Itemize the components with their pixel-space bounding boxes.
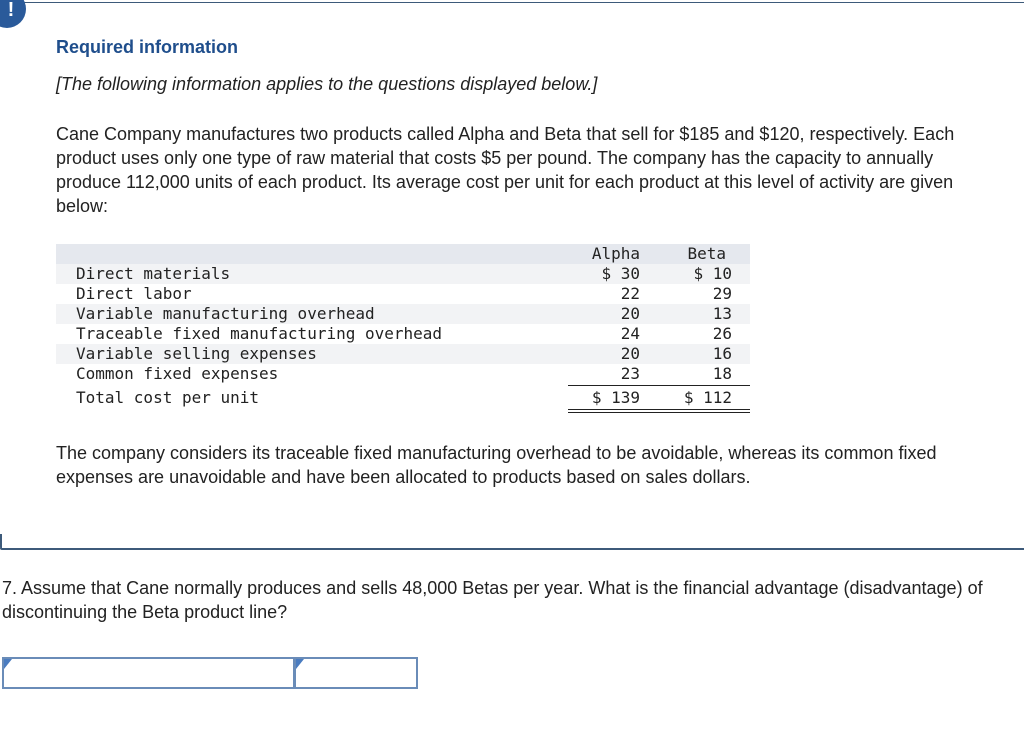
row-beta-value: 13: [712, 304, 732, 323]
subtotal-rule: [568, 385, 750, 386]
row-alpha-value: 23: [620, 364, 640, 383]
table-row: [56, 364, 750, 384]
row-beta-value: 18: [712, 364, 732, 383]
table-row: [56, 324, 750, 344]
answer-label-input[interactable]: [4, 659, 293, 687]
row-alpha-value: $ 30: [601, 264, 640, 283]
row-beta-value: 26: [712, 324, 732, 343]
total-row: [56, 384, 750, 410]
table-row: [56, 344, 750, 364]
row-label: Variable manufacturing overhead: [76, 304, 375, 323]
row-alpha-value: 22: [620, 284, 640, 303]
total-double-rule: [568, 409, 750, 413]
answer-amount-cell: [296, 659, 416, 687]
row-beta-value: 16: [712, 344, 732, 363]
answer-label-cell: [4, 659, 296, 687]
avoidable-costs-note: The company considers its traceable fixed manufacturing overhead to be avoidable, whereas its common fixed expenses are unavoidable and have been allocated to products based on sales dollars.: [56, 443, 937, 487]
row-label: Direct materials: [76, 264, 231, 283]
answer-row: [2, 657, 418, 689]
intro-paragraph: Cane Company manufactures two products called Alpha and Beta that sell for $185 and $120, respectively. Each product uses only one type of raw material that costs $5 per pound. The company has the capacity to annually produce 112,000 units of each product. Its average cost per unit for each product at this level of activity are given below:: [56, 124, 955, 216]
alert-icon: !: [0, 0, 26, 28]
row-alpha-value: 24: [620, 324, 640, 343]
applies-note: [The following information applies to the questions displayed below.]: [56, 74, 598, 94]
total-beta-value: $ 112: [683, 388, 732, 407]
cost-table: [56, 244, 750, 410]
total-label: Total cost per unit: [76, 388, 260, 407]
row-label: Common fixed expenses: [76, 364, 279, 383]
row-beta-value: $ 10: [693, 264, 732, 283]
row-alpha-value: 20: [620, 344, 640, 363]
row-label: Traceable fixed manufacturing overhead: [76, 324, 443, 343]
row-label: Direct labor: [76, 284, 192, 303]
question-7: 7. Assume that Cane normally produces and sells 48,000 Betas per year. What is the financial advantage (disadvantage) of discontinuing the Beta product line?: [2, 578, 983, 622]
header-alpha: Alpha: [591, 244, 640, 263]
row-label: Variable selling expenses: [76, 344, 317, 363]
panel-left-border: [0, 534, 2, 549]
header-beta: Beta: [687, 244, 726, 263]
row-beta-value: 29: [712, 284, 732, 303]
row-alpha-value: 20: [620, 304, 640, 323]
panel-top-border: [8, 2, 1024, 3]
required-information-heading: Required information: [56, 37, 239, 57]
panel-bottom-border: [0, 548, 1024, 550]
total-alpha-value: $ 139: [591, 388, 640, 407]
table-header-row: [56, 244, 750, 264]
table-row: [56, 284, 750, 304]
answer-amount-input[interactable]: [296, 659, 416, 687]
table-row: [56, 304, 750, 324]
table-row: [56, 264, 750, 284]
